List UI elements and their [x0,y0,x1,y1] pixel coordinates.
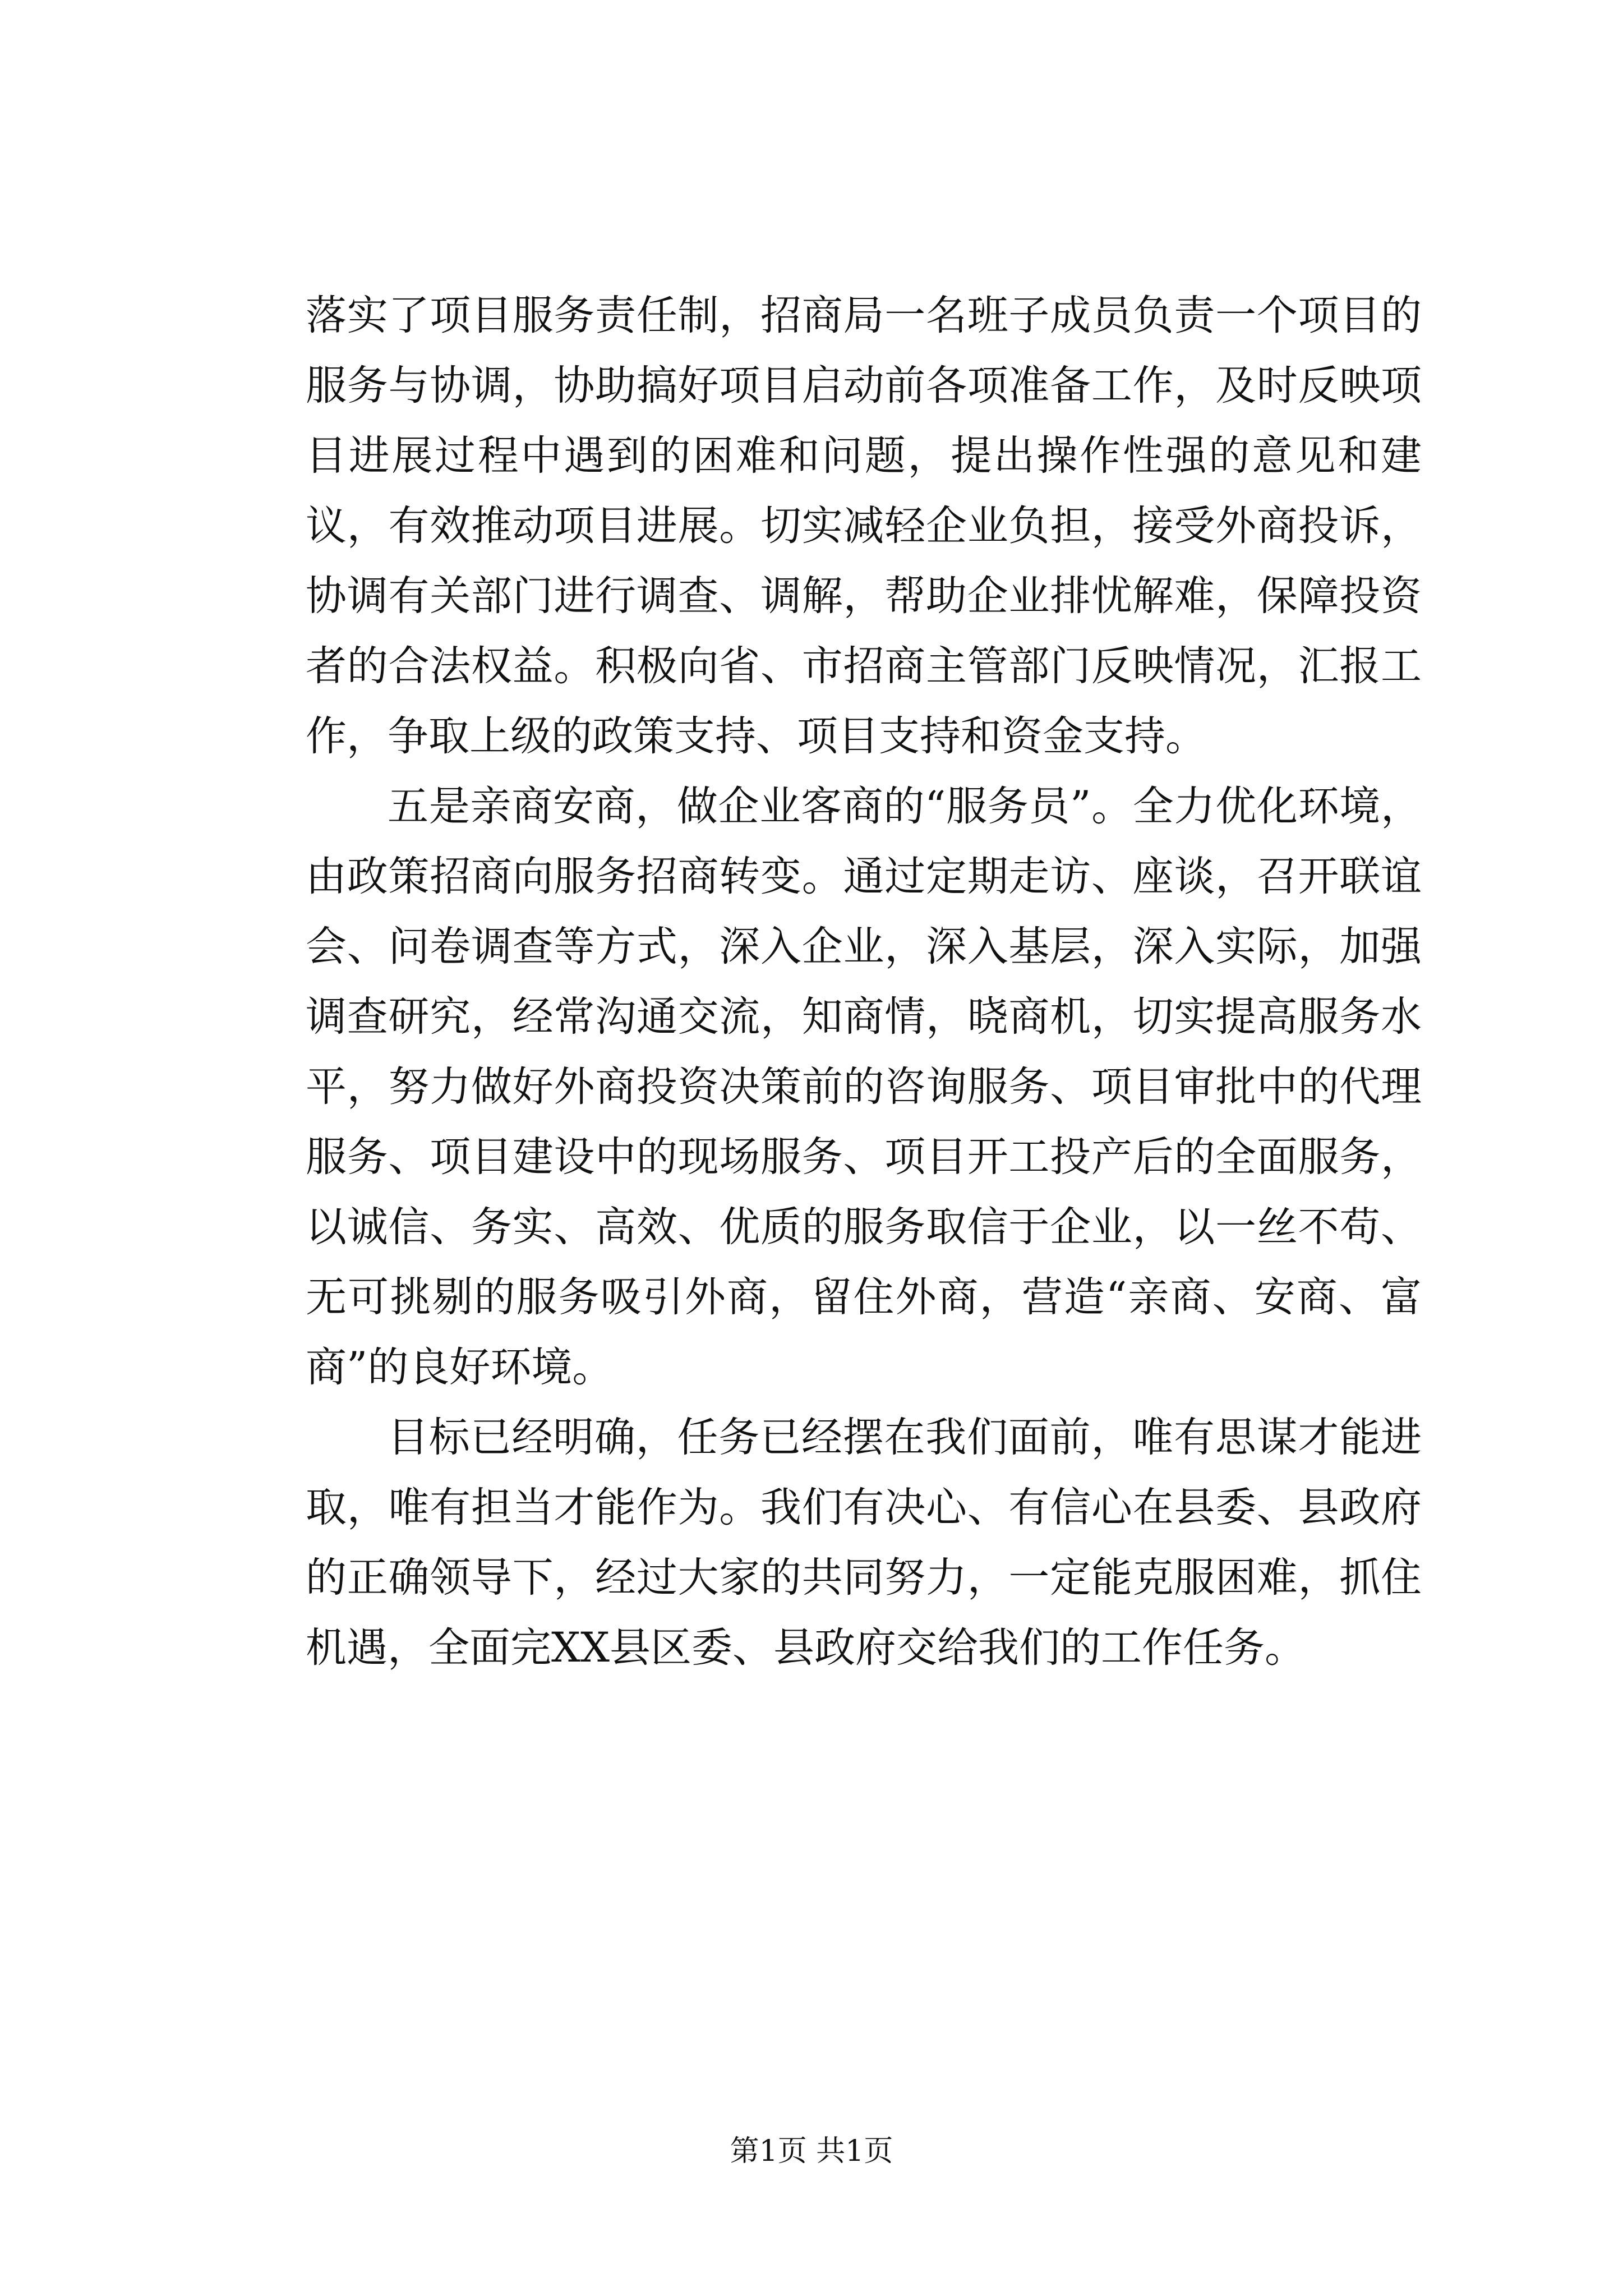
paragraph-project-service: 落实了项目服务责任制，招商局一名班子成员负责一个项目的服务与协调，协助搞好项目启动前各项准备工作，及时反映项目进展过程中遇到的困难和问题，提出操作性强的意见和建议，有效推动项目进展。切实减轻企业负担，接受外商投诉，协调有关部门进行调查、调解，帮助企业排忧解难，保障投资者的合法权益。积极向省、市招商主管部门反映情况，汇报工作，争取上级的政策支持、项目支持和资金支持。 [306,292,1422,760]
page-footer: 第1页 共1页 [730,2134,893,2168]
paragraph-pro-business-service: 五是亲商安商，做企业客商的“服务员”。全力优化环境，由政策招商向服务招商转变。通过定期走访、座谈，召开联谊会、问卷调查等方式，深入企业，深入基层，深入实际，加强调查研究，经常沟通交流，知商情，晓商机，切实提高服务水平，努力做好外商投资决策前的咨询服务、项目审批中的代理服务、项目建设中的现场服务、项目开工投产后的全面服务，以诚信、务实、高效、优质的服务取信于企业，以一丝不苟、无可挑剔的服务吸引外商，留住外商，营造“亲商、安商、富商”的良好环境。 [306,783,1422,1391]
paragraph-conclusion: 目标已经明确，任务已经摆在我们面前，唯有思谋才能进取，唯有担当才能作为。我们有决心、有信心在县委、县政府的正确领导下，经过大家的共同努力，一定能克服困难，抓住机遇，全面完XX县区委、县政府交给我们的工作任务。 [306,1414,1422,1672]
document-body [306,280,1422,1683]
